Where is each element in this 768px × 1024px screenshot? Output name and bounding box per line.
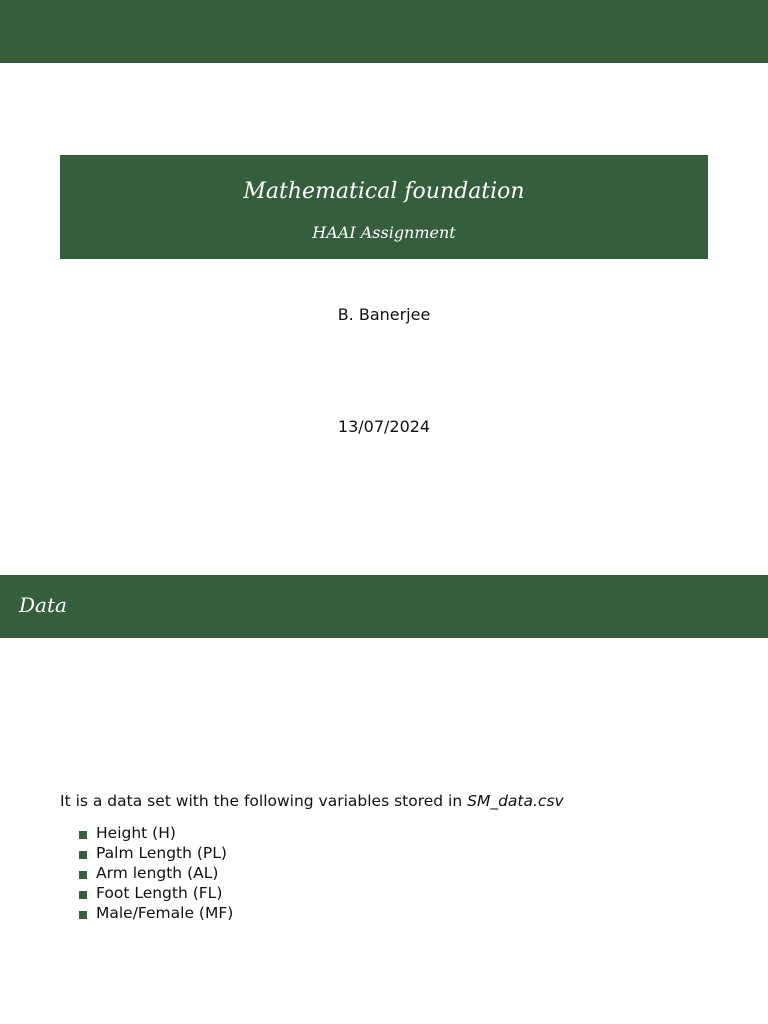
list-item-label: Male/Female (MF) (96, 904, 234, 922)
list-item-label: Arm length (AL) (96, 864, 219, 882)
list-item (79, 843, 233, 863)
presentation-date: 13/07/2024 (337, 417, 431, 436)
filename: SM_data.csv (467, 792, 564, 810)
list-item-label: Height (H) (96, 824, 176, 842)
title-block (60, 155, 708, 259)
frame-title: Data (19, 593, 67, 617)
list-item (79, 823, 233, 843)
list-item (79, 863, 233, 883)
square-bullet-icon (79, 871, 87, 879)
list-item (79, 903, 233, 923)
presentation-subtitle: HAAI Assignment (312, 223, 456, 242)
slide2-header-band (0, 575, 768, 638)
square-bullet-icon (79, 831, 87, 839)
author-name: B. Banerjee (337, 305, 431, 324)
intro-sentence: It is a data set with the following variables stored in (60, 792, 468, 810)
square-bullet-icon (79, 891, 87, 899)
list-item-label: Foot Length (FL) (96, 884, 223, 902)
square-bullet-icon (79, 911, 87, 919)
intro-text (60, 792, 564, 810)
variable-list (79, 823, 233, 923)
list-item-label: Palm Length (PL) (96, 844, 227, 862)
slide1-header-band (0, 0, 768, 63)
list-item (79, 883, 233, 903)
square-bullet-icon (79, 851, 87, 859)
presentation-title: Mathematical foundation (243, 179, 525, 204)
